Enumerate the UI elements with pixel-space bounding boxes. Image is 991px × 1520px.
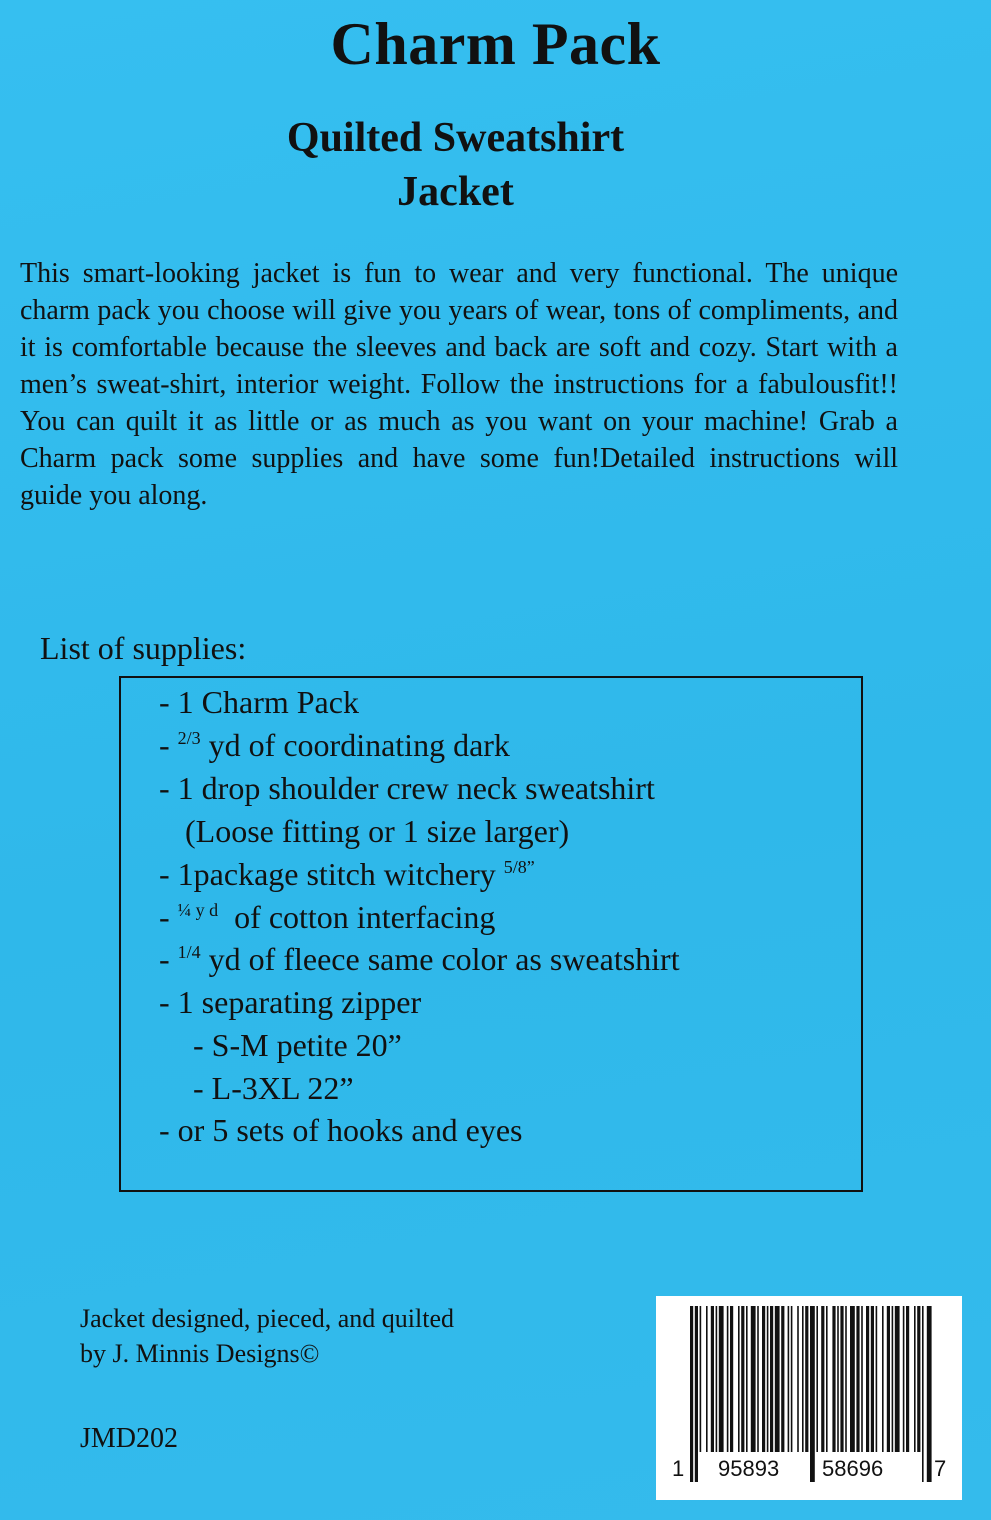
barcode-bar — [781, 1306, 784, 1452]
barcode-bar — [695, 1306, 698, 1482]
supply-item: - 1package stitch witchery $^{5/8”}$ — [159, 856, 535, 892]
barcode-bar — [887, 1306, 890, 1452]
barcode-bar — [866, 1306, 869, 1452]
barcode-bar — [791, 1306, 793, 1452]
barcode-bar — [892, 1306, 894, 1452]
barcode-bar — [840, 1306, 843, 1452]
subtitle-line-1: Quilted Sweatshirt — [286, 115, 625, 161]
supply-item-note: (Loose fitting or 1 size larger) — [185, 813, 570, 849]
supply-item: - 1 drop shoulder crew neck sweatshirt — [159, 770, 655, 806]
supply-item: - $^{2/3}$ yd of coordinating dark — [159, 727, 510, 763]
barcode-bar — [700, 1306, 702, 1452]
supply-item: - or 5 sets of hooks and eyes — [159, 1112, 523, 1148]
barcode-bar — [845, 1306, 847, 1452]
supply-subitem: - L-3XL 22” — [193, 1070, 354, 1106]
barcode-bar — [826, 1306, 828, 1452]
barcode-bar — [802, 1306, 804, 1452]
barcode-bar — [810, 1306, 815, 1482]
barcode-bar — [927, 1306, 932, 1482]
product-code: JMD202 — [80, 1423, 179, 1454]
barcode-bar — [706, 1306, 708, 1452]
supply-item: - $^{1/4}$ yd of fleece same color as sweatshirt — [159, 941, 680, 977]
barcode-bar — [711, 1306, 714, 1452]
barcode-bar — [856, 1306, 859, 1452]
barcode-bar — [746, 1306, 748, 1452]
barcode-bar — [770, 1306, 773, 1452]
supplies-heading: List of supplies: — [40, 630, 247, 666]
barcode-bar — [914, 1306, 916, 1452]
supply-item: - 1 Charm Pack — [159, 684, 359, 720]
barcode-digit-check: 7 — [934, 1456, 947, 1481]
barcode-bar — [690, 1306, 693, 1482]
barcode-bar — [775, 1306, 780, 1452]
barcode-bar — [876, 1306, 878, 1452]
barcode-bar — [871, 1306, 874, 1452]
credit-line-2: by J. Minnis Designs© — [80, 1339, 320, 1368]
barcode-bar — [821, 1306, 824, 1452]
barcode-bar — [788, 1306, 790, 1452]
barcode-bar — [738, 1306, 740, 1452]
supply-subitem: - S-M petite 20” — [193, 1027, 402, 1063]
barcode-bar — [922, 1306, 924, 1482]
barcode-bar — [850, 1306, 855, 1452]
barcode-bar — [727, 1306, 729, 1452]
barcode-bar — [751, 1306, 756, 1452]
barcode-bar — [716, 1306, 718, 1452]
barcode-bar — [917, 1306, 920, 1452]
supplies-box — [119, 676, 863, 1192]
supply-item: - 1 separating zipper — [159, 984, 422, 1020]
barcode-bar — [762, 1306, 765, 1452]
barcode-bar — [767, 1306, 769, 1452]
page-title: Charm Pack — [330, 11, 661, 77]
barcode-bar — [719, 1306, 724, 1452]
barcode-bar — [741, 1306, 744, 1452]
barcode-bar — [895, 1306, 900, 1452]
barcode-bar — [797, 1306, 799, 1452]
credit-line-1: Jacket designed, pieced, and quilted — [80, 1304, 454, 1333]
barcode — [656, 1296, 962, 1500]
barcode-bar — [837, 1306, 839, 1452]
barcode-digits-right: 58696 — [822, 1456, 884, 1481]
barcode-digits-left: 95893 — [718, 1456, 780, 1481]
barcode-bar — [730, 1306, 733, 1452]
barcode-bar — [906, 1306, 909, 1452]
barcode-bar — [861, 1306, 863, 1452]
barcode-bar — [882, 1306, 884, 1452]
barcode-bar — [832, 1306, 835, 1452]
barcode-bar — [816, 1306, 818, 1452]
barcode-bar — [903, 1306, 905, 1452]
barcode-bars — [656, 1296, 962, 1500]
subtitle-line-2: Jacket — [397, 169, 514, 215]
barcode-bar — [805, 1306, 808, 1452]
barcode-digit-system: 1 — [672, 1456, 685, 1481]
supply-item: - $^{\frac{1}{4} y d}$ of cotton interfacing — [159, 899, 496, 935]
barcode-bar — [757, 1306, 759, 1452]
intro-paragraph: This smart-looking jacket is fun to wear and very functional. The unique charm pack you choose will give you years of wear, tons of compliments, and it is comfortable because the sleeves and back are soft and cozy. Start with a men’s sweat-shirt, interior weight. Follow the instructions for a fabulousfit!! You can quilt it as little or as much as you want on your machine! Grab a Charm pack some supplies and have some fun!Detailed instructions will guide you along. — [20, 258, 898, 511]
